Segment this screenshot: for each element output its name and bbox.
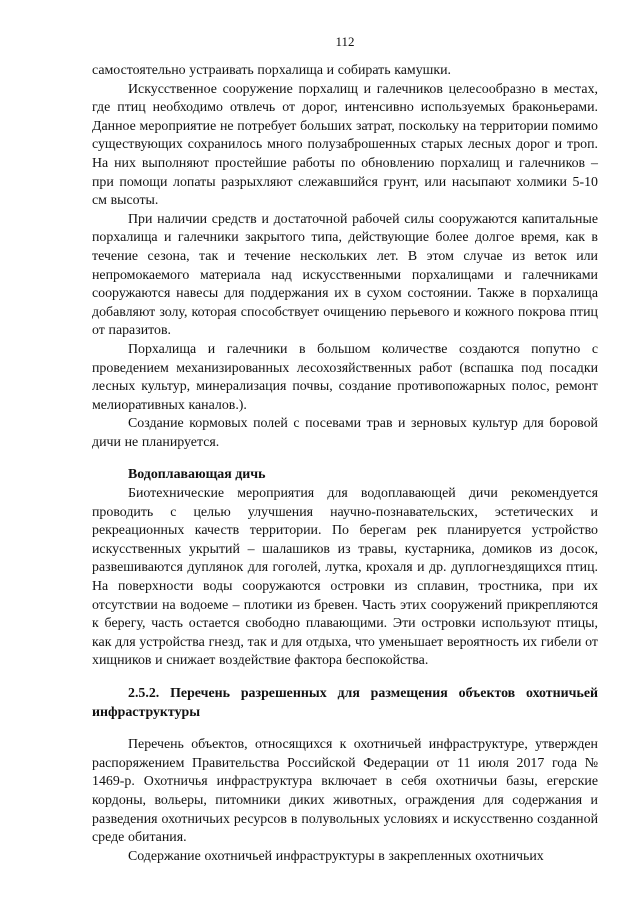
paragraph-infrastructure-maintenance: Содержание охотничьей инфраструктуры в закрепленных охотничьих: [128, 848, 544, 864]
section-heading: 2.5.2. Перечень разрешенных для размещения объектов охотничьей инфраструктуры: [92, 686, 598, 720]
paragraph-waterfowl: Биотехнические мероприятия для водоплавающей дичи рекомендуется проводить с целью улучшения научно-познавательских, эстетических и рекреационных качеств территории. По берегам рек планируется устройство искусственных укрытий – шалашиков из травы, кустарника, домиков из досок, развешиваются дуплянок для гоголей, лутка, крохаля и др. дуплогнездящихся птиц. На поверхности воды сооружаются островки из сплавин, тростника, при их отсутствии на водоеме – плотики из бревен. Часть этих сооружений прикрепляются к берегу, часть остается свободно плавающими. Эти островки используют птицы, как для устройства гнезд, так и для отдыха, что уменьшает вероятность их гибели от хищников и снижает воздействие фактора беспокойства.: [92, 486, 598, 669]
paragraph-infrastructure-list: Перечень объектов, относящихся к охотничьей инфраструктуре, утвержден распоряжением Правительства Российской Федерации от 11 июля 2017 года № 1469-р. Охотничья инфраструктура включает в себя охотничьи базы, егерские кордоны, вольеры, питомники диких животных, ограждения для содержания и разведения охотничьих ресурсов в полувольных условиях и искусственно созданной среде обитания.: [92, 737, 598, 846]
paragraph-continuation: самостоятельно устраивать порхалища и собирать камушки.: [92, 63, 452, 78]
page-number: 112: [335, 34, 355, 49]
paragraph-feeding-fields: Создание кормовых полей с посевами трав и зерновых культур для боровой дичи не планируется.: [92, 416, 598, 450]
paragraph-artificial-dust-baths: Искусственное сооружение порхалищ и галечников целесообразно в местах, где птиц необходимо отвлечь от дорог, интенсивно используемых браконьерами. Данное мероприятие не потребует больших затрат, поскольку на территории помимо существующих сохранилось много полузаброшенных старых лесных дорог и троп. На них выполняют простейшие работы по обновлению порхалищ и галечников – при помощи лопаты разрыхляют слежавшийся грунт, или насыпают холмики 5-10 см высоты.: [92, 81, 598, 209]
paragraph-mechanized-works: Порхалища и галечники в большом количестве создаются попутно с проведением механизированных лесохозяйственных работ (вспашка под посадки лесных культур, минерализация почвы, создание противопожарных полос, ремонт мелиоративных каналов.).: [92, 341, 598, 413]
document-page: [92, 34, 598, 866]
paragraph-capital-dust-baths: При наличии средств и достаточной рабочей силы сооружаются капитальные порхалища и галечники закрытого типа, действующие более долгое время, как в течение сезона, так и течение нескольких лет. В этом случае из веток или непромокаемого материала над искусственными порхалищами и галечниками сооружаются навесы для поддержания их в сухом состоянии. Также в порхалища добавляют золу, которая способствует очищению перьевого и кожного покрова птиц от паразитов.: [92, 211, 598, 339]
subheading-waterfowl: Водоплавающая дичь: [128, 467, 266, 483]
